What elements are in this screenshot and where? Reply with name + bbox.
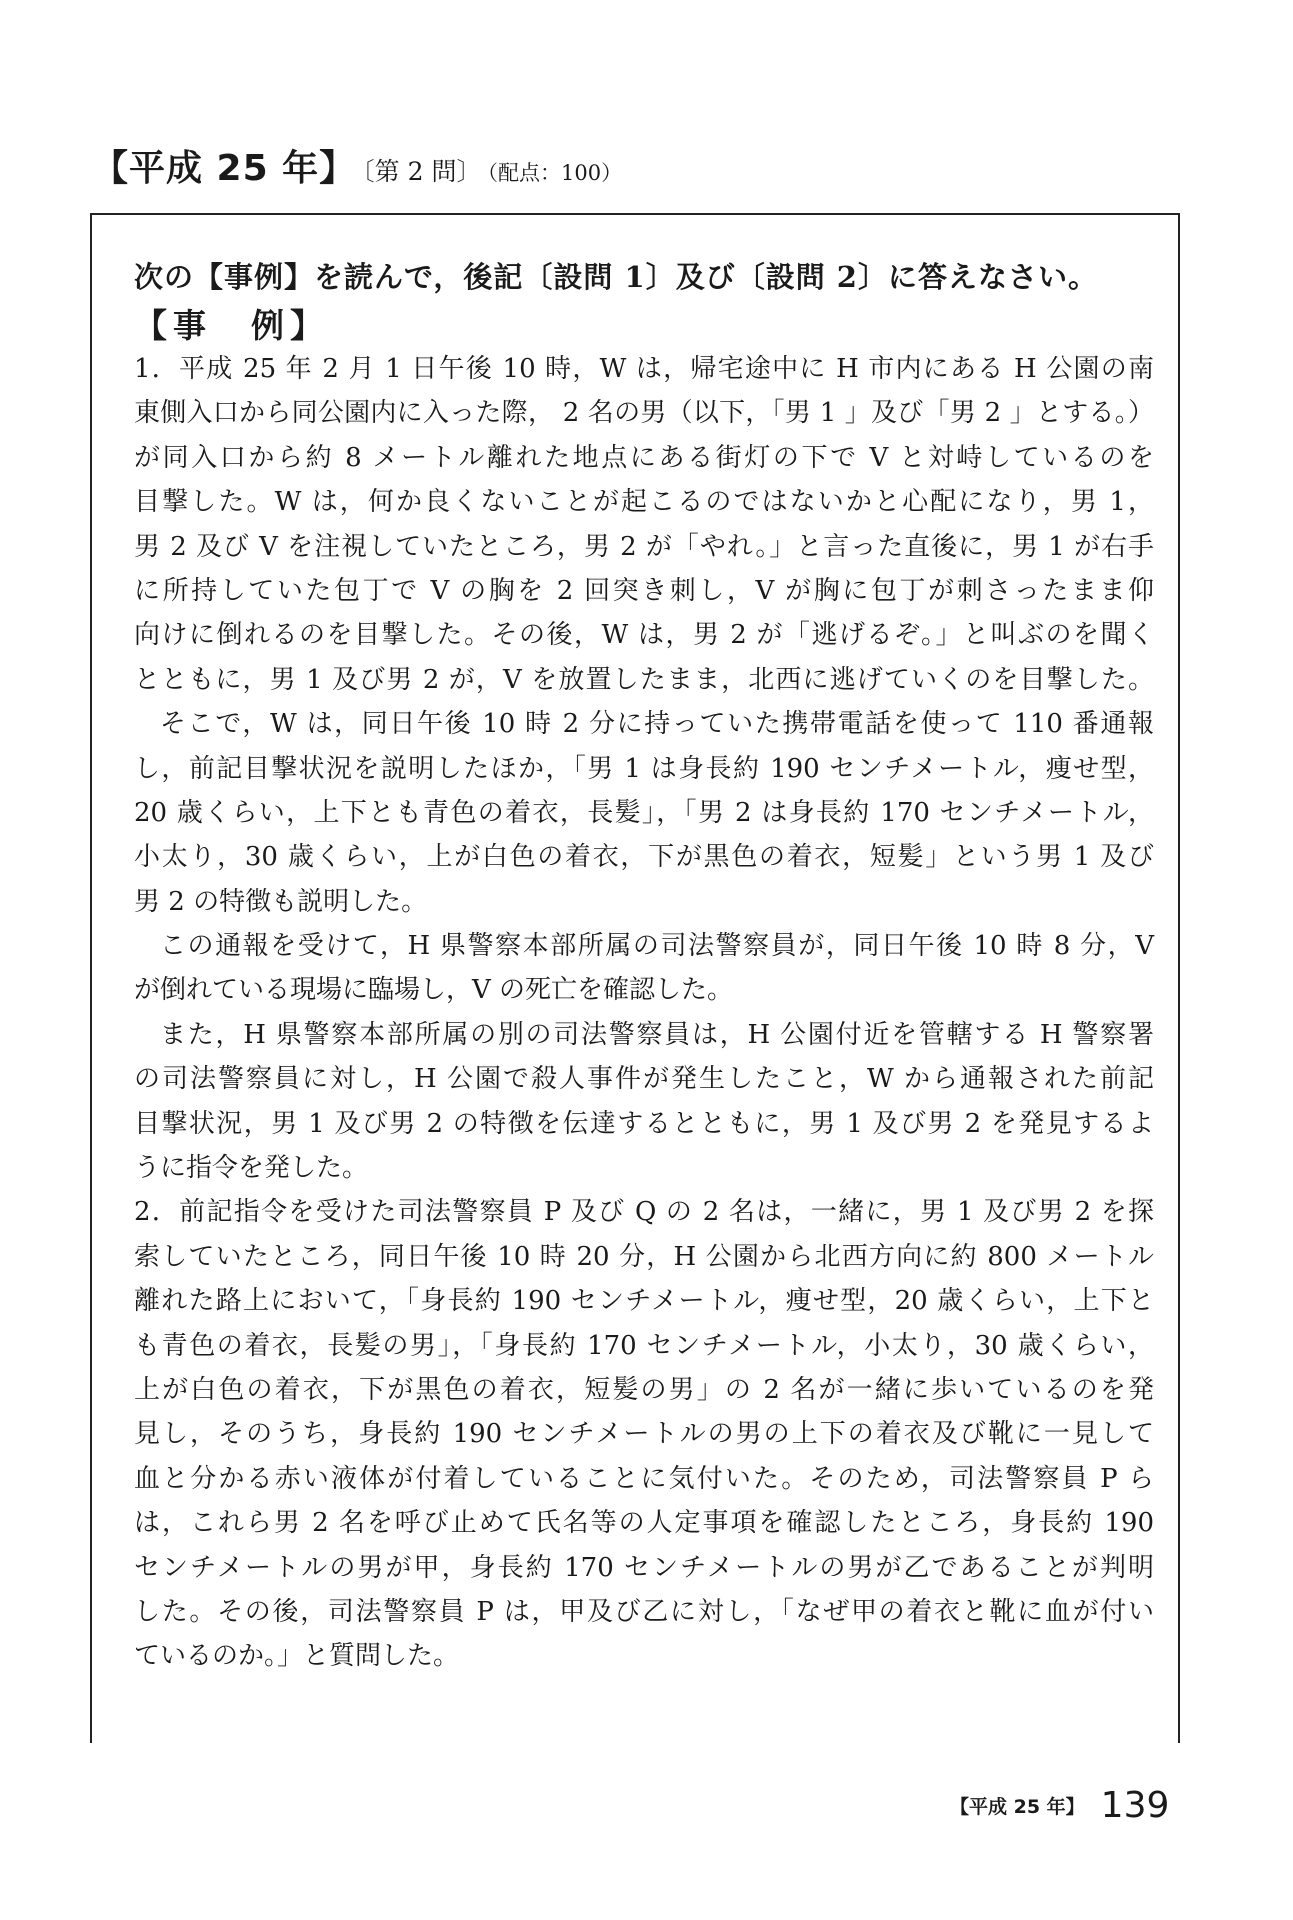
case-line: 小太り，30 歳くらい，上が白色の着衣，下が黒色の着衣，短髪」という男 1 及び: [134, 842, 1154, 873]
case-line: この通報を受けて，H 県警察本部所属の司法警察員が，同日午後 10 時 8 分，V: [160, 931, 1154, 962]
case-line: センチメートルの男が甲，身長約 170 センチメートルの男が乙であることが判明: [134, 1552, 1154, 1583]
case-line: うに指令を発した。: [134, 1153, 369, 1184]
case-line: ているのか。」と質問した。: [134, 1641, 460, 1672]
case-line: そこで，W は，同日午後 10 時 2 分に持っていた携帯電話を使って 110 番通報: [160, 709, 1154, 740]
case-line: した。その後，司法警察員 P は，甲及び乙に対し，「なぜ甲の着衣と靴に血が付い: [134, 1596, 1154, 1627]
case-line: 目撃した。W は，何か良くないことが起こるのではないかと心配になり，男 1，: [134, 487, 1154, 518]
case-line: 離れた路上において，「身長約 190 センチメートル，痩せ型，20 歳くらい，上下と: [134, 1286, 1154, 1317]
case-line: また，H 県警察本部所属の別の司法警察員は，H 公園付近を管轄する H 警察署: [160, 1019, 1154, 1050]
case-line: が倒れている現場に臨場し，V の死亡を確認した。: [134, 975, 734, 1006]
case-line: は，これら男 2 名を呼び止めて氏名等の人定事項を確認したところ，身長約 190: [134, 1508, 1154, 1539]
case-line: 2．前記指令を受けた司法警察員 P 及び Q の 2 名は，一緒に，男 1 及び男 2 を探: [134, 1197, 1154, 1228]
case-line: 血と分かる赤い液体が付着していることに気付いた。そのため，司法警察員 P ら: [134, 1463, 1154, 1494]
case-line: 東側入口から同公園内に入った際， 2 名の男（以下，「男 1 」及び「男 2 」とする。）: [134, 398, 1154, 429]
case-line: し，前記目撃状況を説明したほか，「男 1 は身長約 190 センチメートル，痩せ型，: [134, 753, 1154, 784]
case-line: に所持していた包丁で V の胸を 2 回突き刺し，V が胸に包丁が刺さったまま仰: [134, 575, 1154, 606]
case-line: の司法警察員に対し，H 公園で殺人事件が発生したこと，W から通報された前記: [134, 1064, 1154, 1095]
footer-label: 【平成 25 年】: [950, 1796, 1085, 1818]
case-line: 目撃状況，男 1 及び男 2 の特徴を伝達するとともに，男 1 及び男 2 を発見するよ: [134, 1108, 1154, 1139]
header-question: 〔第 2 問〕: [362, 157, 482, 186]
page-footer: [950, 1785, 1169, 1826]
case-line: も青色の着衣，長髪の男」，「身長約 170 センチメートル，小太り，30 歳くらい，: [134, 1330, 1154, 1361]
page-number: 139: [1100, 1785, 1170, 1826]
case-line: 上が白色の着衣，下が黒色の着衣，短髪の男」の 2 名が一緒に歩いているのを発: [134, 1374, 1154, 1405]
header-year: 【平成 25 年】: [92, 148, 357, 189]
case-line: 1．平成 25 年 2 月 1 日午後 10 時，W は，帰宅途中に H 市内にある H 公園の南: [134, 354, 1154, 384]
header-points: （配点：100）: [487, 161, 623, 185]
case-line: 男 2 の特徴も説明した。: [134, 886, 428, 917]
case-line: 20 歳くらい，上下とも青色の着衣，長髪」，「男 2 は身長約 170 センチメートル，: [134, 797, 1154, 828]
case-heading: 【事 例】: [134, 306, 329, 345]
case-line: が同入口から約 8 メートル離れた地点にある街灯の下で V と対峙しているのを: [134, 442, 1154, 473]
case-text: [134, 347, 1154, 1679]
case-line: 向けに倒れるのを目撃した。その後，W は，男 2 が「逃げるぞ。」と叫ぶのを聞く: [134, 620, 1154, 651]
page-header: [92, 140, 622, 191]
case-line: 男 2 及び V を注視していたところ，男 2 が「やれ。」と言った直後に，男 1 が右手: [134, 531, 1154, 562]
case-line: 見し，そのうち，身長約 190 センチメートルの男の上下の着衣及び靴に一見して: [134, 1419, 1154, 1450]
case-line: とともに，男 1 及び男 2 が，V を放置したまま，北西に逃げていくのを目撃した。: [134, 664, 1154, 695]
case-line: 索していたところ，同日午後 10 時 20 分，H 公園から北西方向に約 800 メートル: [134, 1241, 1154, 1272]
instruction: 次の【事例】を読んで，後記〔設問 1〕及び〔設問 2〕に答えなさい。: [134, 260, 1098, 294]
